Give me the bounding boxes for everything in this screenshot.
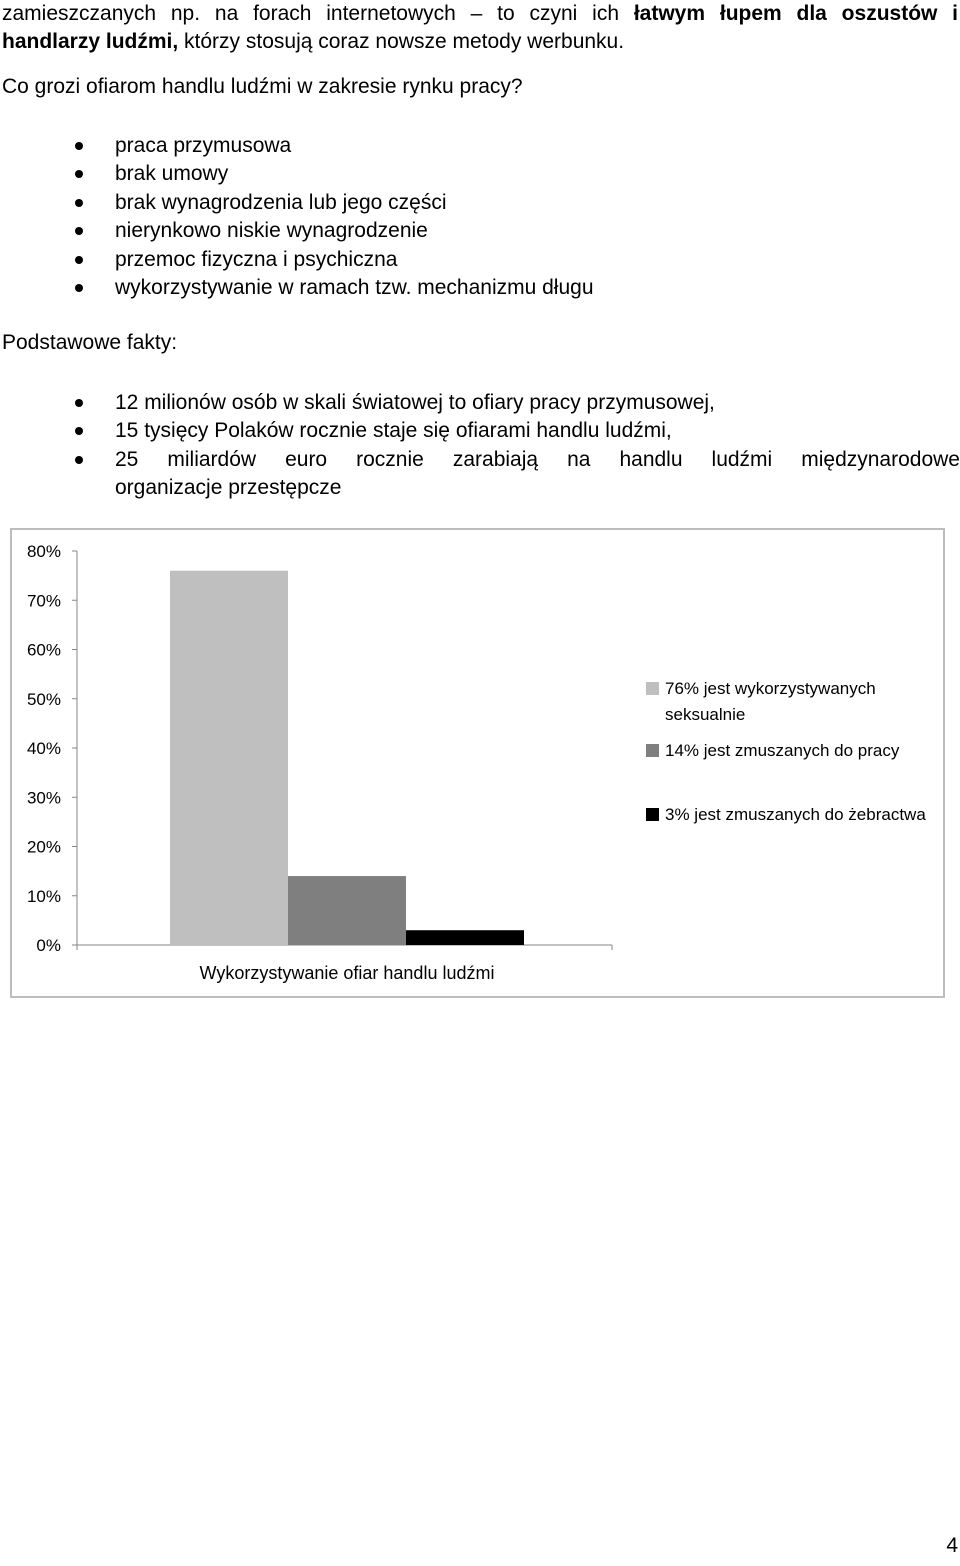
legend-swatch-begging xyxy=(646,808,659,821)
intro-bold-1: łatwym łupem dla oszustów i xyxy=(633,2,959,25)
y-tick-label: 20% xyxy=(26,837,61,857)
facts-heading: Podstawowe fakty: xyxy=(2,331,178,354)
intro-bold-2: handlarzy ludźmi, xyxy=(2,30,179,53)
y-tick-label: 0% xyxy=(36,936,61,955)
y-tick-label: 10% xyxy=(26,886,61,906)
fact-3-line-2: organizacje przestępcze xyxy=(115,476,342,500)
x-axis-label: Wykorzystywanie ofiar handlu ludźmi xyxy=(199,963,495,983)
bar xyxy=(288,876,406,945)
list-item: brak wynagrodzenia lub jego części xyxy=(80,189,594,217)
intro-text-1: zamieszczanych np. na forach internetowych xyxy=(2,2,471,25)
legend-swatch-work xyxy=(646,744,659,757)
list-item: praca przymusowa xyxy=(80,132,594,160)
list-item: przemoc fizyczna i psychiczna xyxy=(80,246,594,274)
y-tick-label: 80% xyxy=(26,542,61,561)
fact-3-line-1: 25 miliardów euro rocznie zarabiają na handlu ludźmi międzynarodowe xyxy=(115,447,960,471)
list-item: wykorzystywanie w ramach tzw. mechanizmu długu xyxy=(80,274,594,302)
list-item: 12 milionów osób w skali światowej to ofiary pracy przymusowej, xyxy=(80,389,960,417)
list-item: brak umowy xyxy=(80,160,594,188)
legend-swatch-sexual xyxy=(646,682,659,695)
legend-label-work: 14% jest zmuszanych do pracy xyxy=(665,741,900,760)
y-tick-label: 40% xyxy=(26,739,61,758)
list-item: nierynkowo niskie wynagrodzenie xyxy=(80,217,594,245)
threats-heading: Co grozi ofiarom handlu ludźmi w zakresie rynku pracy? xyxy=(2,75,523,98)
bar xyxy=(170,571,288,945)
y-tick-label: 50% xyxy=(26,689,61,709)
legend-label-sexual: 76% jest wykorzystywanych seksualnie xyxy=(665,679,876,724)
intro-text-3: którzy stosują coraz nowsze metody werbunku. xyxy=(178,30,625,53)
y-tick-label: 70% xyxy=(26,591,61,611)
list-item: 15 tysięcy Polaków rocznie staje się ofiarami handlu ludźmi, xyxy=(80,417,960,445)
legend-label-begging: 3% jest zmuszanych do żebractwa xyxy=(665,805,926,824)
intro-text-2: to czyni ich xyxy=(482,2,634,25)
y-tick-label: 60% xyxy=(26,640,61,660)
intro-dash: – xyxy=(470,2,483,25)
y-tick-label: 30% xyxy=(26,788,61,808)
page-number: 4 xyxy=(946,1534,958,1557)
bar xyxy=(406,930,524,945)
